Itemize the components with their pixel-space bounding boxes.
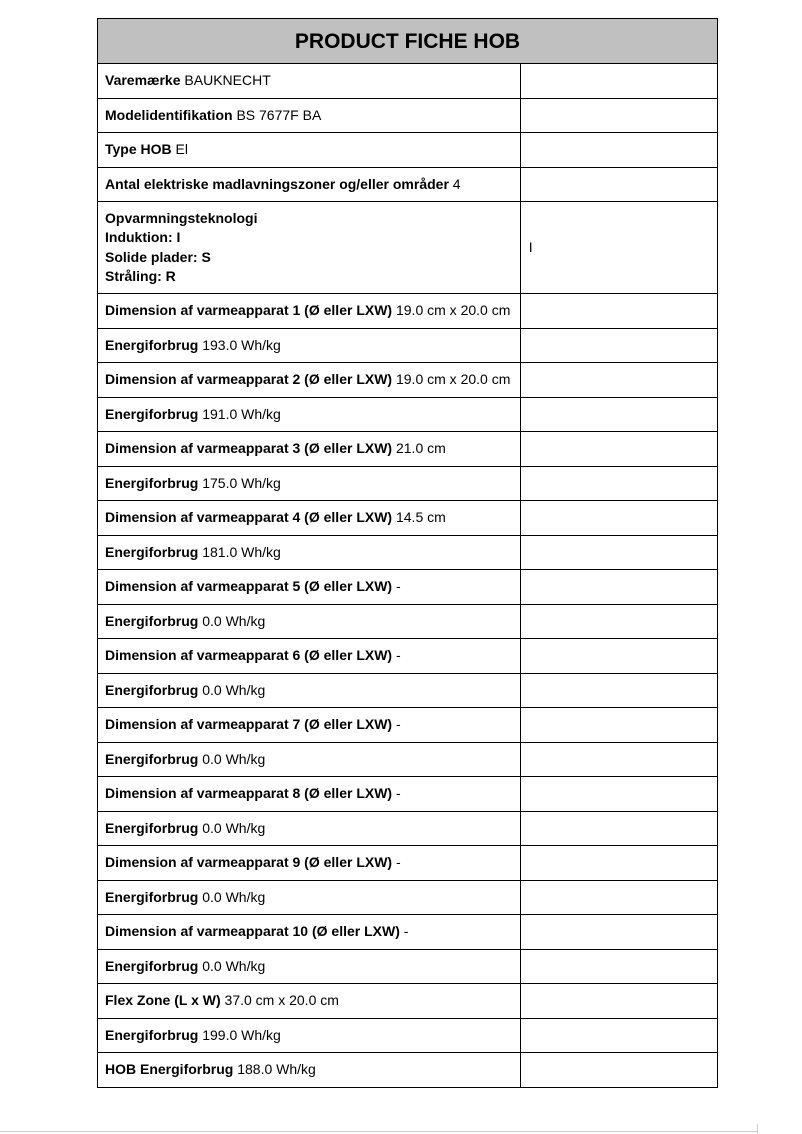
- row-value: -: [395, 854, 401, 871]
- fiche-body: [98, 64, 718, 1088]
- row-label: Dimension af varmeapparat 7 (Ø eller LXW): [105, 716, 393, 733]
- label-cell: [98, 1053, 521, 1088]
- row-value: El: [175, 141, 188, 158]
- value-cell: [520, 639, 717, 674]
- row-value: BAUKNECHT: [184, 72, 271, 89]
- footer-divider: [0, 1131, 757, 1132]
- row-label: Dimension af varmeapparat 6 (Ø eller LXW): [105, 647, 393, 664]
- label-cell: [98, 133, 521, 168]
- table-row: [98, 363, 718, 398]
- value-cell: [520, 777, 717, 812]
- label-cell: [98, 708, 521, 743]
- row-label: Dimension af varmeapparat 3 (Ø eller LXW): [105, 440, 393, 457]
- row-label: Energiforbrug: [105, 612, 199, 629]
- value-cell: [520, 328, 717, 363]
- row-value: 4: [452, 175, 461, 192]
- value-cell: [520, 984, 717, 1019]
- label-cell: [98, 64, 521, 99]
- row-label: Dimension af varmeapparat 1 (Ø eller LXW): [105, 302, 393, 319]
- value-cell: [520, 432, 717, 467]
- value-cell: [520, 1018, 717, 1053]
- row-label: Antal elektriske madlavningszoner og/eller områder: [105, 175, 449, 192]
- row-value: -: [395, 647, 401, 664]
- row-label: Energiforbrug: [105, 1026, 199, 1043]
- row-value: BS 7677F BA: [236, 106, 322, 123]
- row-label: Dimension af varmeapparat 4 (Ø eller LXW): [105, 509, 393, 526]
- value-cell: [520, 708, 717, 743]
- row-value: 188.0 Wh/kg: [237, 1061, 316, 1078]
- table-row: [98, 570, 718, 605]
- value-cell: [520, 397, 717, 432]
- label-cell: [98, 294, 521, 329]
- row-value: 0.0 Wh/kg: [202, 888, 266, 905]
- row-label: Dimension af varmeapparat 2 (Ø eller LXW): [105, 371, 393, 388]
- table-row: [98, 501, 718, 536]
- technology-option: Stråling: R: [105, 268, 176, 284]
- label-cell: [98, 639, 521, 674]
- value-cell: [520, 570, 717, 605]
- row-value: 37.0 cm x 20.0 cm: [224, 992, 339, 1009]
- label-cell: [98, 1018, 521, 1053]
- table-row: [98, 98, 718, 133]
- row-value: 19.0 cm x 20.0 cm: [395, 302, 511, 319]
- row-value: 19.0 cm x 20.0 cm: [395, 371, 511, 388]
- label-cell: [98, 570, 521, 605]
- table-row: [98, 880, 718, 915]
- value-cell: [520, 294, 717, 329]
- table-row: [98, 915, 718, 950]
- table-row: [98, 432, 718, 467]
- label-cell: [98, 98, 521, 133]
- value-cell: [520, 880, 717, 915]
- table-row: [98, 535, 718, 570]
- row-label: Dimension af varmeapparat 5 (Ø eller LXW): [105, 578, 393, 595]
- label-cell: [98, 984, 521, 1019]
- value-cell: [520, 535, 717, 570]
- row-value: 175.0 Wh/kg: [202, 474, 281, 491]
- label-cell: [98, 880, 521, 915]
- row-value: -: [403, 923, 409, 940]
- label-cell: [98, 363, 521, 398]
- table-row: [98, 604, 718, 639]
- label-cell: [98, 501, 521, 536]
- table-row: [98, 777, 718, 812]
- table-row: [98, 949, 718, 984]
- table-row: [98, 64, 718, 99]
- row-value: -: [395, 716, 401, 733]
- table-row: [98, 639, 718, 674]
- table-row: [98, 1018, 718, 1053]
- table-row: [98, 466, 718, 501]
- row-label: Dimension af varmeapparat 10 (Ø eller LXW): [105, 923, 400, 940]
- label-cell: [98, 846, 521, 881]
- row-value: 0.0 Wh/kg: [202, 612, 266, 629]
- table-row: [98, 328, 718, 363]
- technology-option: Induktion: I: [105, 229, 181, 245]
- label-cell: [98, 949, 521, 984]
- label-cell: [98, 811, 521, 846]
- label-cell: [98, 328, 521, 363]
- row-label: HOB Energiforbrug: [105, 1061, 234, 1078]
- table-row: [98, 397, 718, 432]
- footer-tick: [757, 1124, 758, 1134]
- label-cell: [98, 604, 521, 639]
- page-title: PRODUCT FICHE HOB: [98, 19, 718, 64]
- row-label: Varemærke: [105, 72, 181, 89]
- label-cell: [98, 742, 521, 777]
- row-value: 0.0 Wh/kg: [202, 819, 266, 836]
- technology-label-cell: [98, 202, 521, 294]
- value-cell: [520, 1053, 717, 1088]
- value-cell: [520, 98, 717, 133]
- row-value: 14.5 cm: [395, 509, 446, 526]
- table-row: [98, 1053, 718, 1088]
- row-value: -: [395, 578, 401, 595]
- table-row: [98, 846, 718, 881]
- table-row: [98, 708, 718, 743]
- row-label: Energiforbrug: [105, 543, 199, 560]
- row-label: Dimension af varmeapparat 8 (Ø eller LXW): [105, 785, 393, 802]
- table-row: [98, 167, 718, 202]
- value-cell: [520, 363, 717, 398]
- value-cell: [520, 949, 717, 984]
- product-fiche-table: [97, 18, 718, 1088]
- technology-heading: Opvarmningsteknologi: [105, 209, 258, 226]
- technology-row: [98, 202, 718, 294]
- table-row: [98, 742, 718, 777]
- value-cell: [520, 64, 717, 99]
- label-cell: [98, 915, 521, 950]
- technology-option: Solide plader: S: [105, 248, 211, 265]
- value-cell: [520, 466, 717, 501]
- row-value: 21.0 cm: [395, 440, 446, 457]
- label-cell: [98, 777, 521, 812]
- row-value: 0.0 Wh/kg: [202, 681, 266, 698]
- row-value: 181.0 Wh/kg: [202, 543, 281, 560]
- row-label: Energiforbrug: [105, 681, 199, 698]
- row-label: Energiforbrug: [105, 750, 199, 767]
- row-value: 191.0 Wh/kg: [202, 405, 281, 422]
- row-value: 193.0 Wh/kg: [202, 336, 281, 353]
- row-value: 0.0 Wh/kg: [202, 750, 266, 767]
- label-cell: [98, 432, 521, 467]
- row-label: Energiforbrug: [105, 474, 199, 491]
- label-cell: [98, 535, 521, 570]
- label-cell: [98, 466, 521, 501]
- value-cell: [520, 846, 717, 881]
- value-cell: [520, 915, 717, 950]
- table-row: [98, 984, 718, 1019]
- value-cell: [520, 742, 717, 777]
- value-cell: [520, 604, 717, 639]
- row-label: Energiforbrug: [105, 336, 199, 353]
- row-label: Energiforbrug: [105, 405, 199, 422]
- label-cell: [98, 673, 521, 708]
- table-row: [98, 811, 718, 846]
- value-cell: [520, 133, 717, 168]
- row-value: 0.0 Wh/kg: [202, 957, 266, 974]
- value-cell: [520, 167, 717, 202]
- row-label: Energiforbrug: [105, 888, 199, 905]
- row-label: Modelidentifikation: [105, 106, 233, 123]
- value-cell: [520, 501, 717, 536]
- technology-value: I: [520, 202, 717, 294]
- label-cell: [98, 397, 521, 432]
- row-label: Energiforbrug: [105, 819, 199, 836]
- table-row: [98, 133, 718, 168]
- value-cell: [520, 673, 717, 708]
- row-value: -: [395, 785, 401, 802]
- table-row: [98, 294, 718, 329]
- row-label: Dimension af varmeapparat 9 (Ø eller LXW): [105, 854, 393, 871]
- row-label: Flex Zone (L x W): [105, 992, 221, 1009]
- row-value: 199.0 Wh/kg: [202, 1026, 281, 1043]
- row-label: Energiforbrug: [105, 957, 199, 974]
- row-label: Type HOB: [105, 141, 172, 158]
- label-cell: [98, 167, 521, 202]
- value-cell: [520, 811, 717, 846]
- table-row: [98, 673, 718, 708]
